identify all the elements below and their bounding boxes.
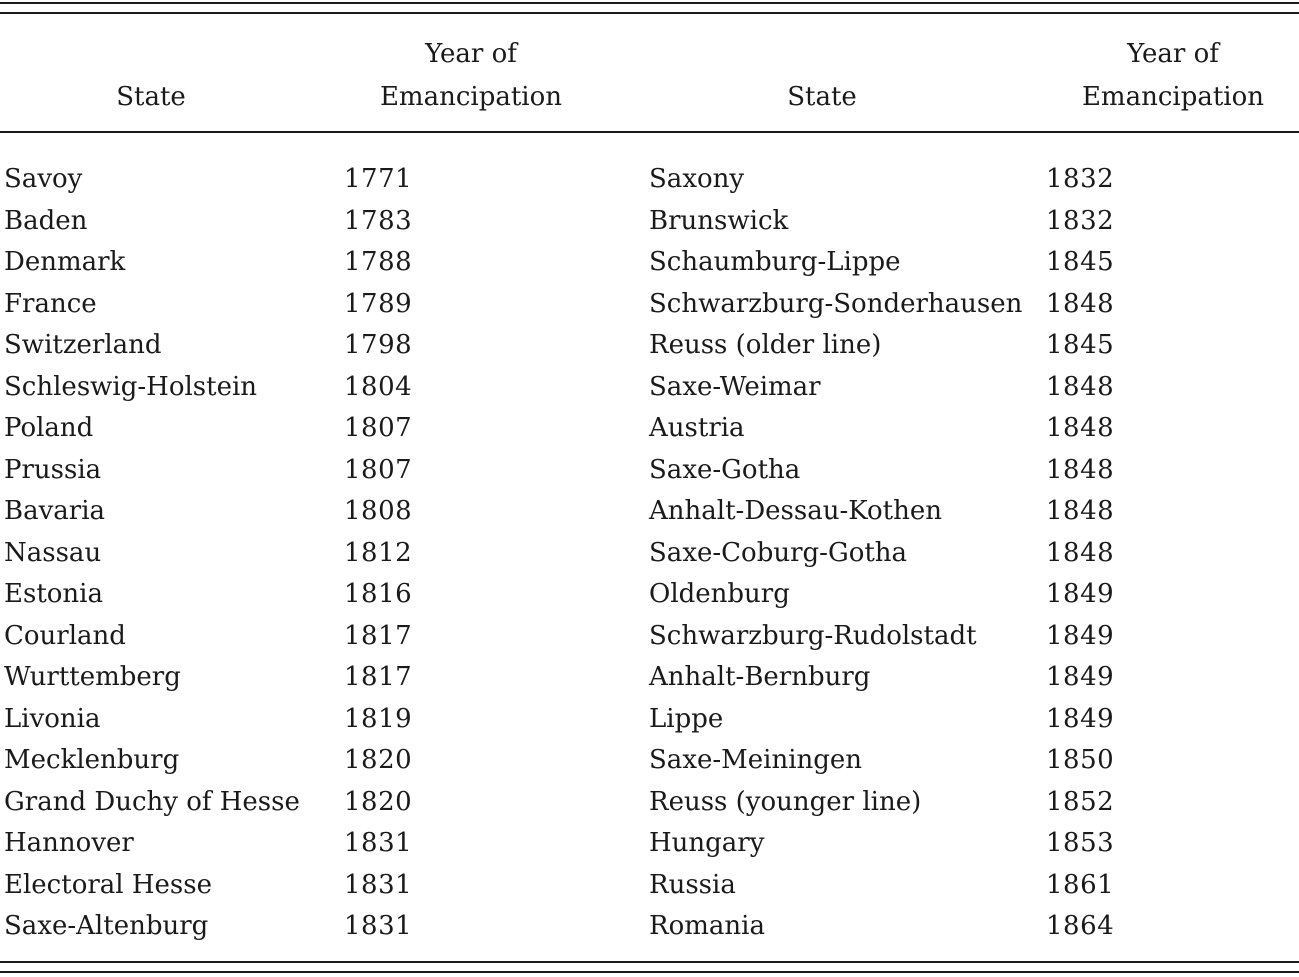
table-body	[0, 159, 1299, 948]
left-year-cell: 1804	[344, 371, 413, 402]
right-state-cell: Schaumburg-Lippe	[649, 247, 901, 277]
table-row	[0, 740, 1299, 782]
right-state-cell: Brunswick	[649, 205, 789, 236]
left-year-cell: 1831	[344, 869, 413, 900]
bottom-rule-outer	[0, 971, 1299, 973]
top-rule-outer	[0, 2, 1299, 4]
table-row	[0, 325, 1299, 367]
table-row	[0, 574, 1299, 616]
table-row	[0, 367, 1299, 409]
right-year-cell: 1861	[1046, 869, 1115, 900]
right-year-cell: 1852	[1046, 786, 1115, 817]
left-year-cell: 1789	[344, 288, 413, 319]
table-row	[0, 201, 1299, 243]
header-year-line2: Emancipation	[1081, 82, 1265, 112]
left-state-cell: Nassau	[4, 537, 102, 568]
left-year-cell: 1819	[344, 703, 413, 734]
table-row	[0, 242, 1299, 284]
table-row	[0, 865, 1299, 907]
header-year-right	[1068, 33, 1278, 119]
right-year-cell: 1848	[1046, 371, 1115, 402]
header-year-left	[366, 33, 576, 119]
left-state-cell: Courland	[4, 620, 126, 651]
right-state-cell: Romania	[649, 911, 765, 941]
left-year-cell: 1771	[344, 164, 413, 194]
left-state-cell: Grand Duchy of Hesse	[4, 786, 300, 817]
top-rule-inner	[0, 12, 1299, 14]
right-state-cell: Saxe-Weimar	[649, 371, 821, 402]
left-year-cell: 1812	[344, 537, 413, 568]
right-state-cell: Anhalt-Bernburg	[649, 662, 871, 692]
right-year-cell: 1848	[1046, 413, 1115, 443]
right-state-cell: Lippe	[649, 703, 724, 734]
left-year-cell: 1831	[344, 828, 413, 858]
table-row	[0, 906, 1299, 948]
left-year-cell: 1798	[344, 330, 413, 360]
right-year-cell: 1845	[1046, 247, 1115, 277]
header-year-line1: Year of	[1127, 39, 1219, 69]
table-row	[0, 533, 1299, 575]
header-state-left: State	[116, 82, 186, 112]
left-state-cell: Baden	[4, 205, 88, 236]
left-year-cell: 1807	[344, 454, 413, 485]
left-state-cell: Bavaria	[4, 496, 106, 526]
left-year-cell: 1817	[344, 620, 413, 651]
left-state-cell: Poland	[4, 413, 94, 443]
right-year-cell: 1848	[1046, 537, 1115, 568]
left-year-cell: 1816	[344, 579, 413, 609]
right-state-cell: Schwarzburg-Rudolstadt	[649, 620, 977, 651]
left-state-cell: Denmark	[4, 247, 126, 277]
left-state-cell: Mecklenburg	[4, 745, 180, 775]
right-year-cell: 1850	[1046, 745, 1115, 775]
header-state-right: State	[787, 82, 857, 112]
right-year-cell: 1849	[1046, 620, 1115, 651]
right-state-cell: Oldenburg	[649, 579, 790, 609]
left-state-cell: Estonia	[4, 579, 103, 609]
left-year-cell: 1807	[344, 413, 413, 443]
right-year-cell: 1849	[1046, 579, 1115, 609]
right-state-cell: Austria	[649, 413, 745, 443]
emancipation-table	[0, 159, 1299, 948]
right-year-cell: 1848	[1046, 496, 1115, 526]
right-state-cell: Hungary	[649, 828, 765, 858]
right-state-cell: Saxe-Gotha	[649, 454, 801, 485]
left-year-cell: 1783	[344, 205, 413, 236]
right-year-cell: 1864	[1046, 911, 1115, 941]
right-state-cell: Saxe-Coburg-Gotha	[649, 537, 908, 568]
right-state-cell: Russia	[649, 869, 736, 900]
left-state-cell: Electoral Hesse	[4, 869, 212, 900]
right-year-cell: 1848	[1046, 454, 1115, 485]
left-state-cell: Livonia	[4, 703, 101, 734]
left-state-cell: Savoy	[4, 164, 83, 194]
bottom-rule-inner	[0, 961, 1299, 963]
left-state-cell: Switzerland	[4, 330, 162, 360]
left-year-cell: 1788	[344, 247, 413, 277]
table-row	[0, 491, 1299, 533]
right-year-cell: 1853	[1046, 828, 1115, 858]
right-state-cell: Saxony	[649, 164, 745, 194]
left-year-cell: 1817	[344, 662, 413, 692]
header-year-line2: Emancipation	[379, 82, 563, 112]
right-year-cell: 1845	[1046, 330, 1115, 360]
right-state-cell: Reuss (older line)	[649, 330, 882, 360]
left-state-cell: Hannover	[4, 828, 134, 858]
left-year-cell: 1808	[344, 496, 413, 526]
table-row	[0, 284, 1299, 326]
left-year-cell: 1820	[344, 786, 413, 817]
right-year-cell: 1848	[1046, 288, 1115, 319]
header-year-line1: Year of	[425, 39, 517, 69]
table-row	[0, 408, 1299, 450]
header-rule	[0, 131, 1299, 133]
left-state-cell: Prussia	[4, 454, 102, 485]
right-state-cell: Anhalt-Dessau-Kothen	[649, 496, 942, 526]
right-year-cell: 1849	[1046, 703, 1115, 734]
table-row	[0, 450, 1299, 492]
left-state-cell: Schleswig-Holstein	[4, 371, 258, 402]
right-year-cell: 1832	[1046, 164, 1115, 194]
right-state-cell: Schwarzburg-Sonderhausen	[649, 288, 1023, 319]
right-state-cell: Saxe-Meiningen	[649, 745, 863, 775]
right-state-cell: Reuss (younger line)	[649, 786, 922, 817]
right-year-cell: 1832	[1046, 205, 1115, 236]
left-state-cell: France	[4, 288, 97, 319]
table-row	[0, 657, 1299, 699]
right-year-cell: 1849	[1046, 662, 1115, 692]
left-year-cell: 1820	[344, 745, 413, 775]
table-row	[0, 823, 1299, 865]
left-state-cell: Saxe-Altenburg	[4, 911, 209, 941]
table-row	[0, 782, 1299, 824]
left-state-cell: Wurttemberg	[4, 662, 181, 692]
table-row	[0, 616, 1299, 658]
table-row	[0, 699, 1299, 741]
table-row	[0, 159, 1299, 201]
left-year-cell: 1831	[344, 911, 413, 941]
